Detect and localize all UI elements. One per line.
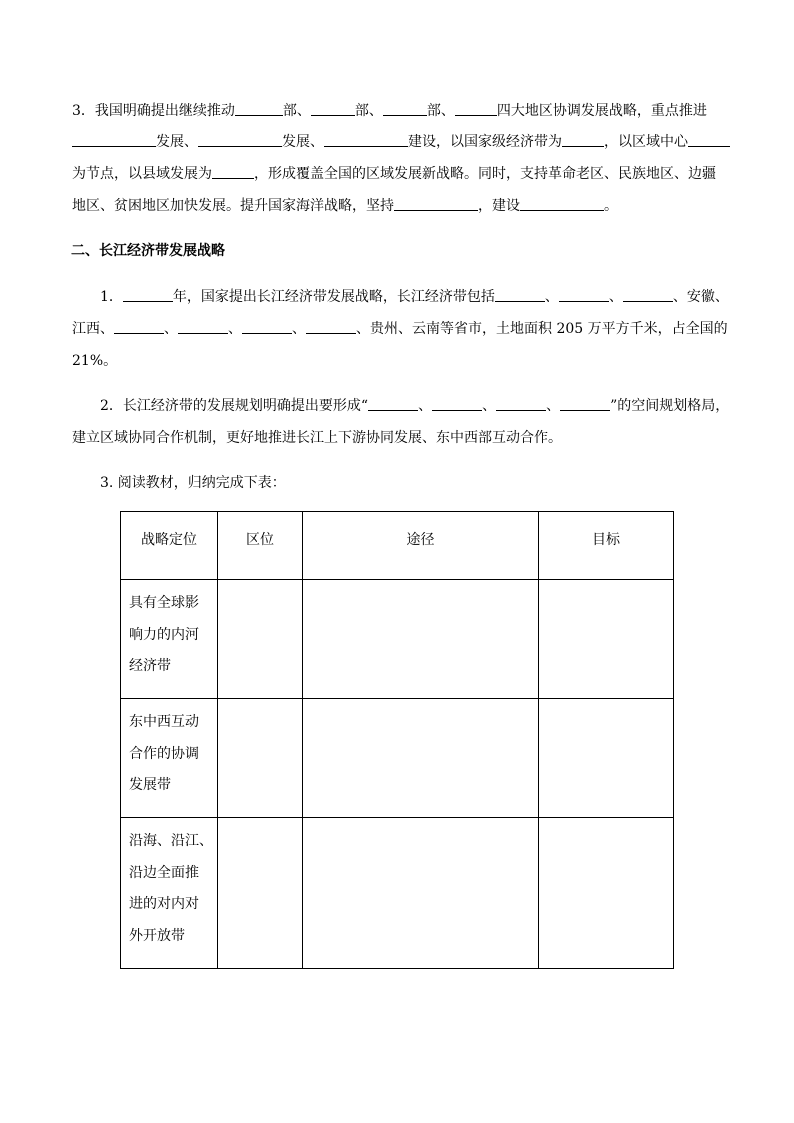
blank[interactable] <box>306 332 356 334</box>
s3-line-4: 地区、贫困地区加快发展。提升国家海洋战略，坚持 ，建设 。 <box>72 198 618 214</box>
blank[interactable] <box>311 114 355 116</box>
q1-line-1: 1． 年，国家提出长江经济带发展战略，长江经济带包括 、 、 、安徽、 <box>100 289 729 305</box>
blank[interactable] <box>242 332 292 334</box>
location-cell[interactable] <box>218 818 303 969</box>
q2-line-2: 建立区域协同合作机制，更好地推进长江上下游协同发展、东中西部互动合作。 <box>72 430 562 446</box>
goal-cell[interactable] <box>539 818 674 969</box>
s3-line-1: 3．我国明确提出继续推动 部、 部、 部、 四大地区协调发展战略，重点推进 <box>72 103 707 119</box>
blank[interactable] <box>123 300 173 302</box>
s3-line-3: 为节点，以县域发展为 ，形成覆盖全国的区域发展新战略。同时，支持革命老区、民族地区、边疆 <box>72 166 716 182</box>
approach-cell[interactable] <box>303 699 539 818</box>
location-cell[interactable] <box>218 699 303 818</box>
blank[interactable] <box>368 409 418 411</box>
table-row <box>121 699 674 818</box>
blank[interactable] <box>324 145 408 147</box>
q3-line: 3. 阅读教材，归纳完成下表： <box>100 475 286 491</box>
blank[interactable] <box>496 409 546 411</box>
blank[interactable] <box>495 300 545 302</box>
blank[interactable] <box>212 177 254 179</box>
blank[interactable] <box>72 145 156 147</box>
positioning-cell: 东中西互动 合作的协调 发展带 <box>121 699 218 818</box>
blank[interactable] <box>432 409 482 411</box>
blank[interactable] <box>520 209 604 211</box>
table-header-row <box>121 512 674 580</box>
table-header-cell: 目标 <box>539 512 674 580</box>
goal-cell[interactable] <box>539 580 674 699</box>
blank[interactable] <box>178 332 228 334</box>
blank[interactable] <box>688 145 730 147</box>
q1-line-3: 21%。 <box>72 353 118 369</box>
summary-table <box>120 511 674 969</box>
blank[interactable] <box>455 114 497 116</box>
positioning-cell: 具有全球影 响力的内河 经济带 <box>121 580 218 699</box>
section-heading: 二、长江经济带发展战略 <box>71 243 225 259</box>
goal-cell[interactable] <box>539 699 674 818</box>
blank[interactable] <box>394 209 478 211</box>
positioning-cell: 沿海、沿江、 沿边全面推 进的对内对 外开放带 <box>121 818 218 969</box>
blank[interactable] <box>562 145 604 147</box>
table-header-cell: 途径 <box>303 512 539 580</box>
table-row <box>121 818 674 969</box>
s3-line-2: 发展、 发展、 建设，以国家级经济带为 ，以区域中心 <box>72 133 730 151</box>
blank[interactable] <box>198 145 282 147</box>
blank[interactable] <box>114 332 164 334</box>
blank[interactable] <box>560 409 610 411</box>
blank[interactable] <box>383 114 427 116</box>
q2-line-1: 2．长江经济带的发展规划明确提出要形成“ 、 、 、 ”的空间规划格局， <box>100 398 730 414</box>
table-row <box>121 580 674 699</box>
blank[interactable] <box>235 114 283 116</box>
table-header-cell: 战略定位 <box>121 512 218 580</box>
blank[interactable] <box>559 300 609 302</box>
approach-cell[interactable] <box>303 580 539 699</box>
blank[interactable] <box>623 300 673 302</box>
location-cell[interactable] <box>218 580 303 699</box>
table-header-cell: 区位 <box>218 512 303 580</box>
q1-line-2: 江西、 、 、 、 、贵州、云南等省市，土地面积 205 万平方千米，占全国的 <box>72 321 728 337</box>
approach-cell[interactable] <box>303 818 539 969</box>
